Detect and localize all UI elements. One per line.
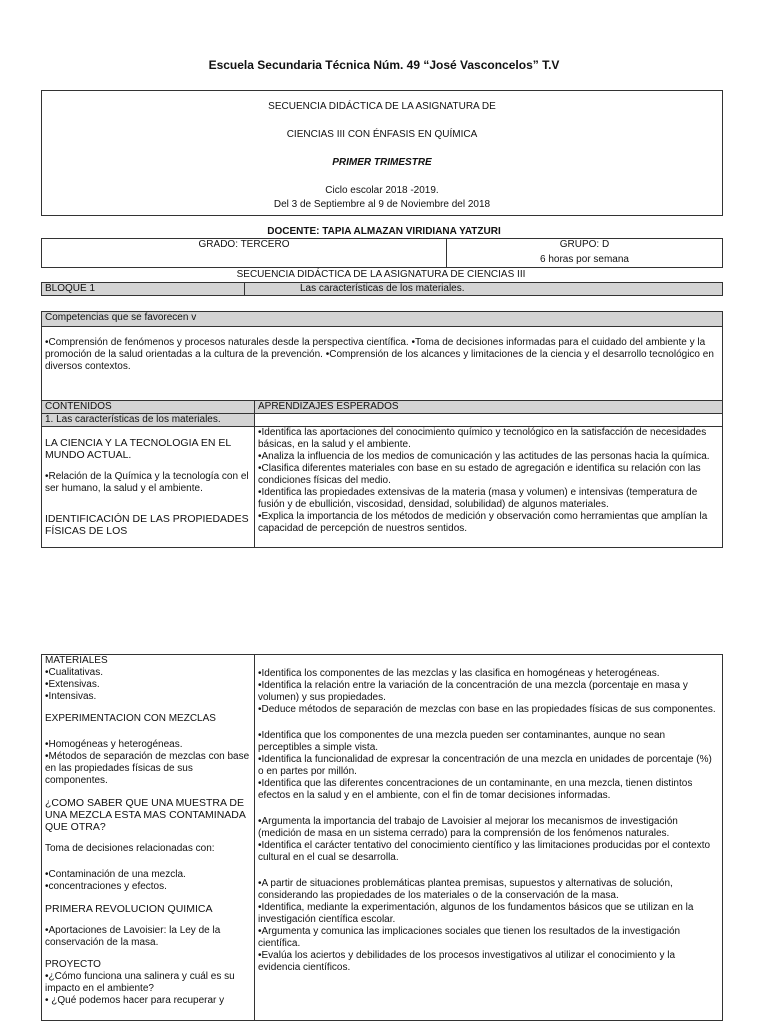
list-item: •Identifica el carácter tentativo del conocimiento científico y las limitaciones producidas por el contexto cultural en el cual se desarrolla.: [258, 840, 711, 863]
competencias-table: [41, 311, 723, 410]
list-item: •A partir de situaciones problemáticas plantea premisas, supuestos y alternativas de solución, considerando las propiedades de los materiales o de la conservación de la masa.: [258, 878, 673, 901]
col-aprendizajes: APRENDIZAJES ESPERADOS: [255, 401, 723, 414]
school-name: Escuela Secundaria Técnica Núm. 49 “José Vasconcelos” T.V: [208, 58, 560, 72]
list-item: PROYECTO: [45, 959, 101, 970]
list-item: IDENTIFICACIÓN DE LAS PROPIEDADES FÍSICAS DE LOS: [45, 513, 249, 537]
contenidos-table-continued: [41, 654, 723, 1021]
list-item: •Deduce métodos de separación de mezclas con base en las propiedades físicas de sus componentes.: [258, 704, 716, 715]
list-item: •Cualitativas.: [45, 667, 103, 678]
header-line-2: CIENCIAS III CON ÉNFASIS EN QUÍMICA: [286, 129, 478, 140]
secuencia-line: SECUENCIA DIDÁCTICA DE LA ASIGNATURA DE CIENCIAS III: [236, 269, 526, 280]
list-item: •Analiza la influencia de los medios de comunicación y las actitudes de las personas hacia la química.: [258, 451, 710, 462]
grupo-cell: [447, 239, 723, 268]
list-item: •Intensivas.: [45, 691, 97, 702]
list-item: •Métodos de separación de mezclas con base en las propiedades físicas de sus componentes.: [45, 751, 250, 786]
horas: 6 horas por semana: [540, 254, 629, 265]
subhead: 1. Las características de los materiales.: [42, 414, 255, 427]
list-item: EXPERIMENTACION CON MEZCLAS: [45, 713, 216, 724]
list-item: Toma de decisiones relacionadas con:: [45, 843, 215, 854]
list-item: LA CIENCIA Y LA TECNOLOGIA EN EL MUNDO ACTUAL.: [45, 437, 231, 461]
bloque-table: [41, 282, 723, 296]
list-item: •Identifica los componentes de las mezclas y las clasifica en homogéneas y heterogéneas.: [258, 668, 660, 679]
list-item: •Argumenta la importancia del trabajo de Lavoisier al mejorar los mecanismos de investigación (medición de masa en un sistema cerrado) para la comprensión de los fenómenos naturales.: [258, 816, 678, 839]
subhead-empty: [255, 414, 723, 427]
list-item: •Extensivas.: [45, 679, 100, 690]
list-item: •Explica la importancia de los métodos de medición y observación como herramientas que amplían la capacidad de percepción de nuestros sentidos.: [258, 511, 708, 534]
trimestre: PRIMER TRIMESTRE: [332, 157, 432, 168]
header-box: [41, 90, 723, 216]
list-item: •Identifica, mediante la experimentación, algunos de los fundamentos básicos que se utilizan en la investigación científica escolar.: [258, 902, 694, 925]
list-item: ¿COMO SABER QUE UNA MUESTRA DE UNA MEZCLA ESTA MAS CONTAMINADA QUE OTRA?: [45, 797, 246, 833]
col-contenidos: CONTENIDOS: [42, 401, 255, 414]
list-item: •Aportaciones de Lavoisier: la Ley de la conservación de la masa.: [45, 925, 221, 948]
list-item: •Identifica las propiedades extensivas de la materia (masa y volumen) e intensivas (temperatura de fusión y de ebullición, viscosidad, densidad, solubilidad) de algunos materiales.: [258, 487, 698, 510]
contenidos-cell: [42, 427, 255, 548]
aprendizajes-cell-2: [255, 655, 723, 1021]
list-item: • ¿Qué podemos hacer para recuperar y: [45, 995, 225, 1006]
docente: DOCENTE: TAPIA ALMAZAN VIRIDIANA YATZURI: [267, 226, 501, 237]
ciclo-escolar: Ciclo escolar 2018 -2019.: [325, 185, 439, 196]
list-item: •Argumenta y comunica las implicaciones sociales que tienen los resultados de la investigación científica.: [258, 926, 681, 949]
list-item: •Identifica que las diferentes concentraciones de un contaminante, en una mezcla, tienen distintos efectos en la salud y en el ambiente, con el fin de tomar decisiones informadas.: [258, 778, 693, 801]
grado: GRADO: TERCERO: [42, 239, 447, 268]
bloque-title: Las características de los materiales.: [245, 283, 723, 296]
header-line-1: SECUENCIA DIDÁCTICA DE LA ASIGNATURA DE: [268, 101, 496, 112]
list-item: •Contaminación de una mezcla.: [45, 869, 186, 880]
competencias-heading: Competencias que se favorecen v: [42, 312, 723, 327]
list-item: MATERIALES: [45, 655, 108, 666]
list-item: PRIMERA REVOLUCION QUIMICA: [45, 903, 213, 915]
bloque-label: BLOQUE 1: [42, 283, 245, 296]
list-item: •Relación de la Química y la tecnología con el ser humano, la salud y el ambiente.: [45, 471, 249, 494]
list-item: •Identifica la relación entre la variación de la concentración de una mezcla (porcentaje en masa y volumen) y sus propiedades.: [258, 680, 688, 703]
list-item: •Identifica las aportaciones del conocimiento químico y tecnológico en la satisfacción de necesidades básicas, en la salud y el ambiente.: [258, 427, 707, 450]
list-item: •Identifica la funcionalidad de expresar la concentración de una mezcla en unidades de porcentaje (%) o en partes por millón.: [258, 754, 712, 777]
list-item: •¿Cómo funciona una salinera y cuál es su impacto en el ambiente?: [45, 971, 235, 994]
aprendizajes-cell: [255, 427, 723, 548]
grado-grupo-table: [41, 238, 723, 268]
list-item: •Homogéneas y heterogéneas.: [45, 739, 183, 750]
list-item: •concentraciones y efectos.: [45, 881, 167, 892]
contenidos-table: [41, 400, 723, 548]
list-item: •Identifica que los componentes de una mezcla pueden ser contaminantes, aunque no sean perceptibles a simple vista.: [258, 730, 666, 753]
fechas: Del 3 de Septiembre al 9 de Noviembre del 2018: [273, 199, 491, 210]
contenidos-cell-2: [42, 655, 255, 1021]
list-item: •Clasifica diferentes materiales con base en su estado de agregación e identifica su relación con las condiciones físicas del medio.: [258, 463, 701, 486]
grupo: GRUPO: D: [559, 239, 610, 250]
list-item: •Evalúa los aciertos y debilidades de los procesos investigativos al utilizar el conocimiento y la evidencia científicos.: [258, 950, 676, 973]
competencias-text: •Comprensión de fenómenos y procesos naturales desde la perspectiva científica. •Toma de decisiones informadas para el cuidado del ambiente y la promoción de la salud orientadas a la cultura de la prevención. •Comprensión de los alcances y limitaciones de la ciencia y el desarrollo tecnológico en diversos contextos.: [42, 327, 723, 410]
